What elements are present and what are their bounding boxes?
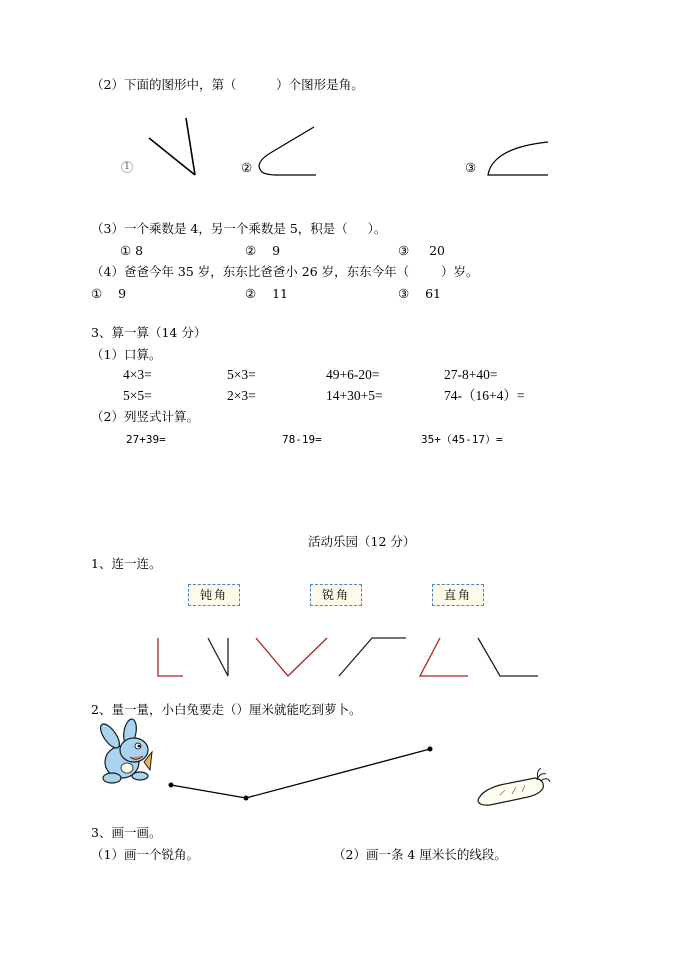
oral-calc-item: 49+6-20= bbox=[326, 367, 380, 382]
oral-calc-item: 5×3= bbox=[227, 367, 256, 382]
label-box-obtuse: 钝角 bbox=[188, 584, 240, 606]
question-4-option-2: ② 11 bbox=[245, 286, 289, 301]
vertical-calc-item: 35+（45-17）= bbox=[421, 433, 503, 446]
activity-q1: 1、连一连。 bbox=[91, 556, 162, 571]
question-3-option-3: ③ 20 bbox=[398, 243, 445, 258]
match-angle-figures bbox=[158, 638, 538, 676]
angle-right-2 bbox=[256, 638, 327, 676]
label-box-right: 直角 bbox=[432, 584, 484, 606]
question-4-option-3: ③ 61 bbox=[398, 286, 442, 301]
angle-obtuse-2 bbox=[478, 638, 538, 676]
activity-q3-part2: （2）画一条 4 厘米长的线段。 bbox=[333, 847, 507, 862]
oral-calc-item: 5×5= bbox=[123, 388, 152, 403]
oral-calc-item: 27-8+40= bbox=[444, 367, 498, 382]
oral-calc-item: 14+30+5= bbox=[326, 388, 383, 403]
angle-acute-1 bbox=[208, 638, 228, 676]
question-4-text: （4）爸爸今年 35 岁，东东比爸爸小 26 岁，东东今年（ ）岁。 bbox=[91, 264, 479, 279]
figure-1-angle bbox=[149, 118, 195, 175]
angle-right-1 bbox=[158, 638, 183, 676]
question-3-option-2: ② 9 bbox=[245, 243, 281, 258]
question-3-option-1: ① 8 bbox=[120, 243, 144, 258]
carrot-illustration bbox=[478, 768, 550, 805]
label-box-acute: 锐角 bbox=[310, 584, 362, 606]
figure-2-marker: ② bbox=[241, 160, 253, 175]
angle-acute-2 bbox=[420, 638, 468, 676]
figure-2-curve bbox=[259, 127, 316, 175]
activity-q2: 2、量一量，小白兔要走（）厘米就能吃到萝卜。 bbox=[91, 702, 362, 717]
vertical-calc-item: 78-19= bbox=[282, 433, 322, 446]
oral-calc-label: （1）口算。 bbox=[91, 347, 162, 362]
activity-title: 活动乐园（12 分） bbox=[308, 534, 416, 549]
oral-calc-item: 2×3= bbox=[227, 388, 256, 403]
rabbit-illustration bbox=[97, 718, 152, 783]
activity-q3-part1: （1）画一个锐角。 bbox=[91, 847, 199, 862]
question-4-option-1: ① 9 bbox=[91, 286, 127, 301]
question-2-text: （2）下面的图形中，第（ ）个图形是角。 bbox=[91, 77, 364, 92]
oral-calc-item: 4×3= bbox=[123, 367, 152, 382]
section-3-title: 3、算一算（14 分） bbox=[91, 325, 207, 340]
figure-3-marker: ③ bbox=[465, 160, 477, 175]
broken-line-path bbox=[169, 747, 433, 801]
oral-calc-item: 74-（16+4）= bbox=[444, 388, 525, 403]
question-3-text: （3）一个乘数是 4，另一个乘数是 5，积是（ ）。 bbox=[91, 221, 387, 236]
figure-3-curve bbox=[488, 142, 548, 175]
figure-1-marker: 1 bbox=[121, 161, 133, 173]
angle-obtuse-1 bbox=[339, 638, 406, 676]
activity-q3: 3、画一画。 bbox=[91, 825, 162, 840]
vertical-calc-label: （2）列竖式计算。 bbox=[91, 409, 199, 424]
vertical-calc-item: 27+39= bbox=[126, 433, 166, 446]
